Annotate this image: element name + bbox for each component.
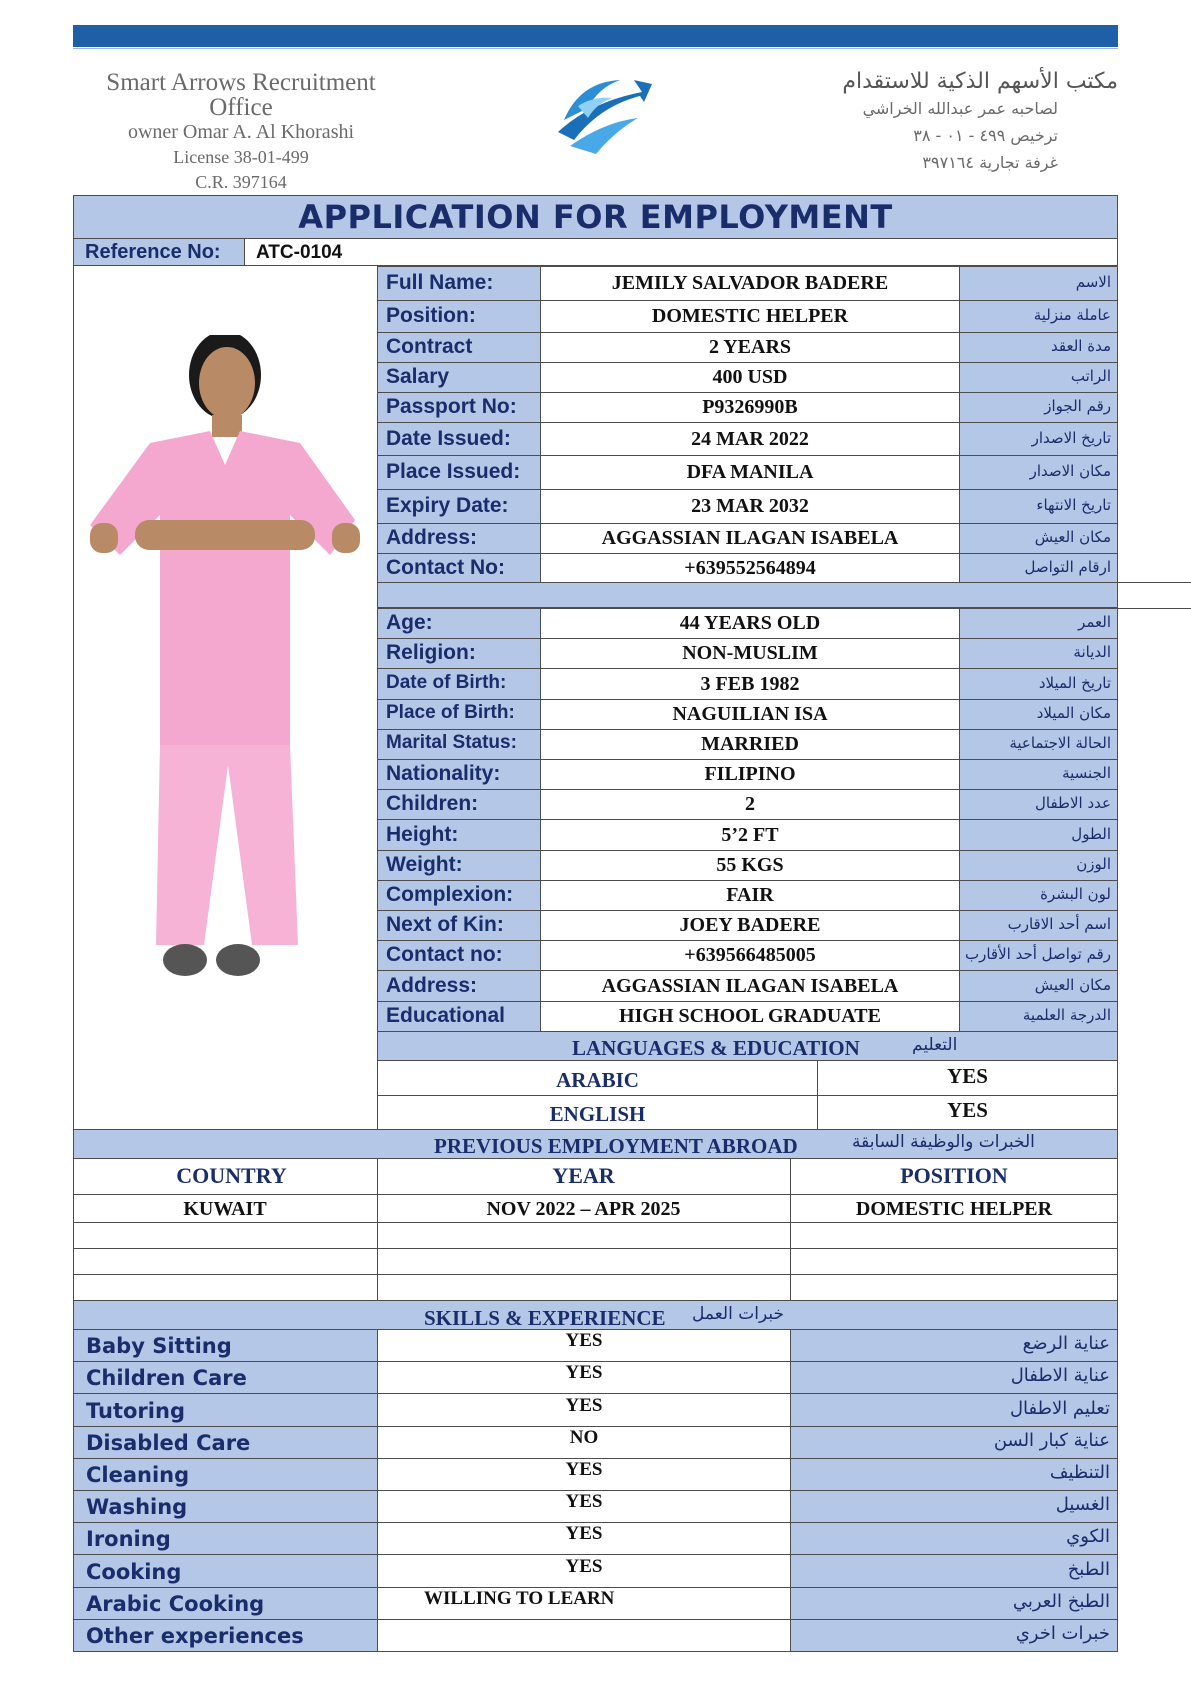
field-label: Position: xyxy=(386,304,476,327)
detail-label-ar: الوزن xyxy=(1076,855,1111,873)
detail-label: Marital Status: xyxy=(386,732,517,753)
detail-label: Complexion: xyxy=(386,883,514,906)
detail-label-ar: اسم أحد الاقارب xyxy=(1007,915,1111,933)
company-cr: C.R. 397164 xyxy=(195,172,287,192)
detail-label: Height: xyxy=(386,823,459,846)
field-value: AGGASSIAN ILAGAN ISABELA xyxy=(601,527,899,549)
company-name-arabic xyxy=(760,68,1118,176)
skill-label-ar: الغسيل xyxy=(1055,1494,1110,1515)
detail-value: 2 xyxy=(745,793,755,815)
detail-value: +639566485005 xyxy=(684,944,816,966)
detail-label-ar: الدرجة العلمية xyxy=(1022,1006,1111,1024)
field-label: Passport No: xyxy=(386,395,517,418)
skills-title: SKILLS & EXPERIENCE xyxy=(424,1306,666,1330)
field-label-ar: عاملة منزلية xyxy=(1033,306,1111,324)
field-value: 23 MAR 2032 xyxy=(691,495,809,517)
skill-label-ar: الطبخ العربي xyxy=(1012,1591,1110,1612)
skill-value-cell xyxy=(377,1619,791,1652)
skill-label-ar: عناية الرضع xyxy=(1022,1333,1110,1354)
detail-value: HIGH SCHOOL GRADUATE xyxy=(619,1005,881,1027)
language-english-value: YES xyxy=(947,1098,988,1122)
language-arabic: ARABIC xyxy=(556,1068,639,1092)
field-label-ar: تاريخ الاصدار xyxy=(1031,429,1111,447)
form-title: APPLICATION FOR EMPLOYMENT xyxy=(298,198,893,236)
skill-label-ar: الكوي xyxy=(1066,1526,1110,1547)
detail-label: Next of Kin: xyxy=(386,913,504,936)
detail-value: 3 FEB 1982 xyxy=(700,673,800,695)
detail-label: Age: xyxy=(386,611,433,634)
employment-row-line xyxy=(73,1274,1118,1275)
company-name: Smart Arrows Recruitment Office xyxy=(106,69,376,121)
detail-label-ar: عدد الاطفال xyxy=(1035,794,1111,812)
skill-value: YES xyxy=(565,1459,603,1480)
skill-label: Other experiences xyxy=(86,1624,304,1648)
detail-label-ar: مكان الميلاد xyxy=(1036,704,1111,722)
swoosh-arrow-logo-icon xyxy=(550,62,654,158)
skill-label: Arabic Cooking xyxy=(86,1592,265,1616)
skill-label: Children Care xyxy=(86,1366,247,1390)
detail-value: 44 YEARS OLD xyxy=(679,612,821,634)
company-name-english xyxy=(73,70,409,195)
company-name-ar: مكتب الأسهم الذكية للاستقدام xyxy=(842,69,1118,94)
languages-title-ar: التعليم xyxy=(912,1035,958,1055)
employment-country: KUWAIT xyxy=(183,1198,267,1220)
field-label: Contact No: xyxy=(386,556,505,579)
employment-title-ar: الخبرات والوظيفة السابقة xyxy=(852,1132,1035,1152)
detail-label: Weight: xyxy=(386,853,463,876)
detail-label-ar: العمر xyxy=(1078,613,1111,631)
skill-label-ar: عناية كبار السن xyxy=(993,1430,1110,1451)
employment-title: PREVIOUS EMPLOYMENT ABROAD xyxy=(434,1134,798,1158)
skill-label: Ironing xyxy=(86,1527,171,1551)
detail-label: Educational xyxy=(386,1004,506,1027)
employment-row-line xyxy=(73,1194,1118,1195)
field-label-ar: الراتب xyxy=(1070,367,1111,385)
skill-value: YES xyxy=(565,1491,603,1512)
field-value: DOMESTIC HELPER xyxy=(651,305,849,327)
skill-label: Cleaning xyxy=(86,1463,190,1487)
detail-label-ar: الحالة الاجتماعية xyxy=(1009,734,1111,752)
skill-value: WILLING TO LEARN xyxy=(424,1588,615,1609)
employment-row-line xyxy=(73,1222,1118,1223)
detail-value: AGGASSIAN ILAGAN ISABELA xyxy=(601,975,899,997)
employment-year: NOV 2022 – APR 2025 xyxy=(486,1198,681,1220)
skill-label-ar: التنظيف xyxy=(1049,1462,1110,1483)
employment-row-line xyxy=(73,1248,1118,1249)
field-label-ar: تاريخ الانتهاء xyxy=(1036,496,1111,514)
field-label-ar: الاسم xyxy=(1075,273,1111,291)
detail-value: MARRIED xyxy=(701,733,799,755)
detail-label: Place of Birth: xyxy=(386,702,515,723)
detail-label: Address: xyxy=(386,974,478,997)
reference-label: Reference No: xyxy=(85,241,221,263)
language-arabic-value: YES xyxy=(947,1064,988,1088)
company-license-ar: ترخيص ٤٩٩ - ٠١ - ٣٨ xyxy=(913,126,1058,145)
skill-value: NO xyxy=(569,1427,599,1448)
detail-value: FAIR xyxy=(726,884,774,906)
field-value: 400 USD xyxy=(712,366,788,388)
field-label: Date Issued: xyxy=(386,427,511,450)
field-value: JEMILY SALVADOR BADERE xyxy=(611,272,889,294)
skill-label-ar: تعليم الاطفال xyxy=(1009,1398,1110,1419)
skill-value: YES xyxy=(565,1523,603,1544)
header-top-bar xyxy=(73,25,1118,47)
field-label: Contract xyxy=(386,335,473,358)
detail-value: 5’2 FT xyxy=(721,824,779,846)
field-value: P9326990B xyxy=(702,396,798,418)
detail-label: Date of Birth: xyxy=(386,672,507,693)
detail-label: Religion: xyxy=(386,641,476,664)
skill-label: Cooking xyxy=(86,1560,182,1584)
skill-label: Washing xyxy=(86,1495,188,1519)
skill-value: YES xyxy=(565,1330,603,1351)
skill-label: Baby Sitting xyxy=(86,1334,232,1358)
skill-value: YES xyxy=(565,1362,603,1383)
detail-label-ar: لون البشرة xyxy=(1040,885,1111,903)
field-label: Expiry Date: xyxy=(386,494,509,517)
header-divider xyxy=(73,48,1118,49)
field-label: Place Issued: xyxy=(386,460,521,483)
company-owner-ar: لصاحبه عمر عبدالله الخراشي xyxy=(862,99,1058,118)
company-cr-ar: غرفة تجارية ٣٩٧١٦٤ xyxy=(922,153,1058,172)
skill-label-ar: خبرات اخري xyxy=(1015,1623,1110,1644)
detail-label: Contact no: xyxy=(386,943,503,966)
detail-label-ar: رقم تواصل أحد الأقارب xyxy=(964,945,1111,963)
skill-label-ar: عناية الاطفال xyxy=(1010,1365,1110,1386)
gap-line-bottom xyxy=(1118,608,1191,609)
detail-value: 55 KGS xyxy=(716,854,784,876)
company-owner: owner Omar A. Al Khorashi xyxy=(127,121,355,143)
language-english: ENGLISH xyxy=(549,1102,646,1126)
company-license: License 38-01-499 xyxy=(173,147,309,167)
field-value: DFA MANILA xyxy=(686,461,814,483)
gap-line-top xyxy=(1118,582,1191,583)
field-label: Salary xyxy=(386,365,450,388)
skill-label: Tutoring xyxy=(86,1399,185,1423)
languages-title: LANGUAGES & EDUCATION xyxy=(572,1036,860,1060)
field-value: 2 YEARS xyxy=(708,336,792,358)
skill-label: Disabled Care xyxy=(86,1431,251,1455)
detail-label-ar: تاريخ الميلاد xyxy=(1038,674,1111,692)
field-label: Full Name: xyxy=(386,271,494,294)
field-label-ar: مدة العقد xyxy=(1051,337,1111,355)
detail-value: NAGUILIAN ISA xyxy=(672,703,828,725)
detail-label: Nationality: xyxy=(386,762,501,785)
detail-label-ar: الجنسية xyxy=(1062,764,1111,782)
field-value: +639552564894 xyxy=(684,557,816,579)
section-gap-band xyxy=(377,582,1118,608)
detail-value: JOEY BADERE xyxy=(679,914,821,936)
detail-label: Children: xyxy=(386,792,479,815)
reference-value-cell xyxy=(244,238,1118,266)
field-label-ar: مكان العيش xyxy=(1034,528,1111,546)
detail-value: NON-MUSLIM xyxy=(682,642,818,664)
reference-value: ATC-0104 xyxy=(256,242,343,263)
employment-col-year: YEAR xyxy=(552,1163,615,1188)
detail-label-ar: الديانة xyxy=(1073,643,1111,661)
employment-col-position: POSITION xyxy=(900,1163,1008,1188)
detail-label-ar: الطول xyxy=(1071,825,1111,843)
employment-position: DOMESTIC HELPER xyxy=(855,1198,1053,1220)
field-label-ar: رقم الجواز xyxy=(1044,397,1111,415)
field-label: Address: xyxy=(386,526,478,549)
field-label-ar: ارقام التواصل xyxy=(1024,558,1111,576)
applicant-photo-icon xyxy=(80,335,370,995)
field-value: 24 MAR 2022 xyxy=(691,428,809,450)
skill-value: YES xyxy=(565,1556,603,1577)
detail-label-ar: مكان العيش xyxy=(1034,976,1111,994)
detail-value: FILIPINO xyxy=(704,763,796,785)
employment-col-country: COUNTRY xyxy=(176,1163,287,1188)
field-label-ar: مكان الاصدار xyxy=(1029,462,1111,480)
skill-value: YES xyxy=(565,1395,603,1416)
skill-label-ar: الطبخ xyxy=(1067,1559,1110,1580)
skills-title-ar: خبرات العمل xyxy=(692,1304,784,1324)
